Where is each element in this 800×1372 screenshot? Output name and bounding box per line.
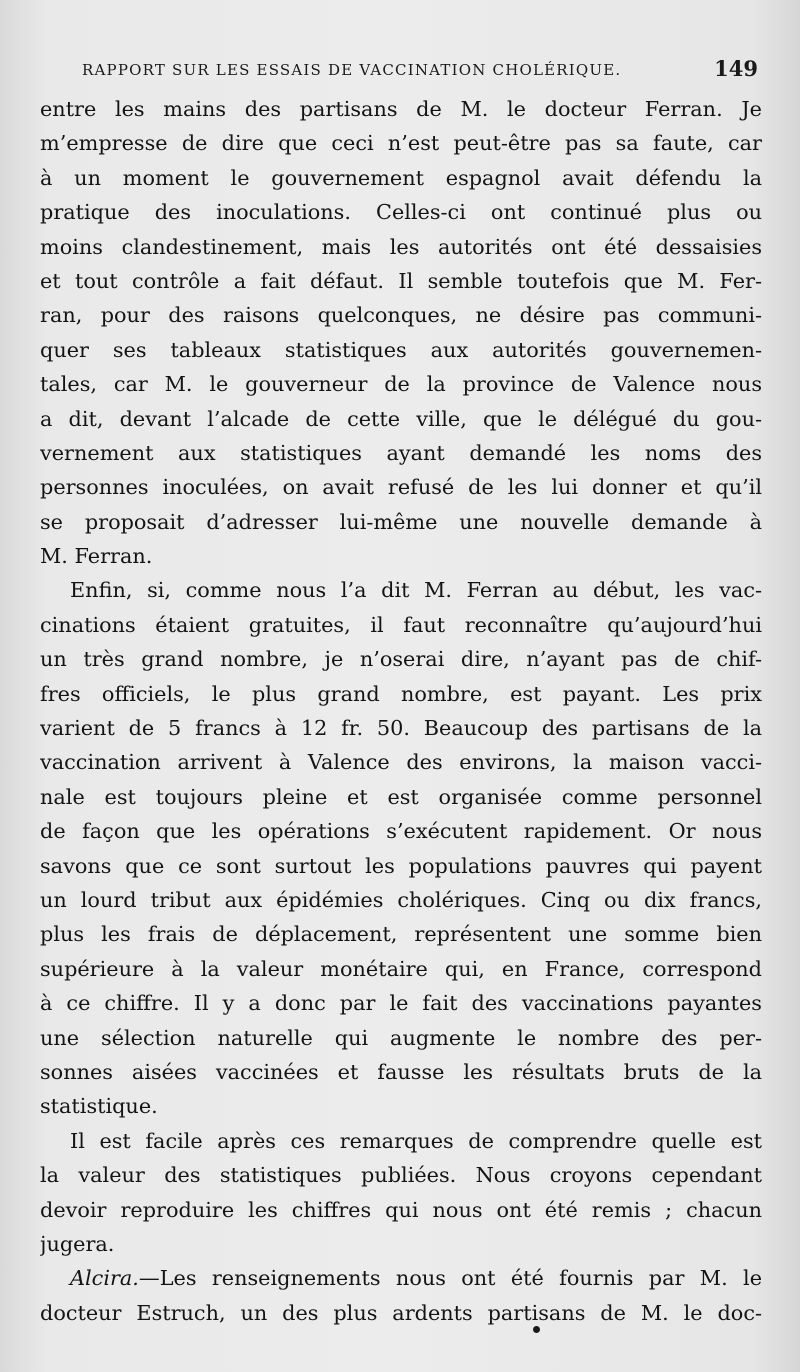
text-line: à ce chiffre. Il y a donc par le fait des vaccinations payantes [40,991,762,1016]
text-line: devoir reproduire les chiffres qui nous ont été remis ; chacun [40,1197,762,1222]
text-line: Il est facile après ces remarques de comprendre quelle est [70,1128,762,1153]
running-header [82,58,758,84]
text-line: une sélection naturelle qui augmente le nombre des per- [40,1025,762,1050]
text-line: vaccination arrivent à Valence des environs, la maison vacci- [40,750,762,775]
text-line: sonnes aisées vaccinées et fausse les résultats bruts de la [40,1059,762,1084]
signature-mark [533,1326,540,1333]
text-line: un lourd tribut aux épidémies cholériques. Cinq ou dix francs, [40,887,762,912]
text-line: jugera. [40,1231,115,1256]
body-text [40,92,762,1330]
paragraph-lead-italic: Alcira. [70,1266,139,1291]
text-line: tales, car M. le gouverneur de la province de Valence nous [40,372,762,397]
text-line [40,1261,762,1295]
text-line: quer ses tableaux statistiques aux autorités gouvernemen- [40,337,762,362]
text-line-rest: —Les renseignements nous ont été fournis par M. le [138,1266,762,1291]
text-line: se proposait d’adresser lui-même une nouvelle demande à [40,509,762,534]
text-line: varient de 5 francs à 12 fr. 50. Beaucoup des partisans de la [40,716,762,741]
page-number: 149 [714,56,758,81]
text-line: vernement aux statistiques ayant demandé les noms des [40,440,762,465]
text-line: personnes inoculées, on avait refusé de les lui donner et qu’il [40,475,762,500]
text-line: à un moment le gouvernement espagnol avait défendu la [40,165,762,190]
text-line: la valeur des statistiques publiées. Nous croyons cependant [40,1163,762,1188]
text-line: ran, pour des raisons quelconques, ne désire pas communi- [40,303,762,328]
text-line: M. Ferran. [40,544,153,569]
text-line: nale est toujours pleine et est organisée comme personnel [40,784,762,809]
text-line: a dit, devant l’alcade de cette ville, que le délégué du gou- [40,406,762,431]
text-line: m’empresse de dire que ceci n’est peut-être pas sa faute, car [40,131,762,156]
text-line: moins clandestinement, mais les autorités ont été dessaisies [40,234,762,259]
text-line: plus les frais de déplacement, représentent une somme bien [40,922,762,947]
text-line: un très grand nombre, je n’oserai dire, n’ayant pas de chif- [40,647,762,672]
text-line: Enfin, si, comme nous l’a dit M. Ferran au début, les vac- [70,578,762,603]
text-line: entre les mains des partisans de M. le docteur Ferran. Je [40,97,762,121]
text-line: de façon que les opérations s’exécutent rapidement. Or nous [40,819,762,844]
text-line: savons que ce sont surtout les populations pauvres qui payent [40,853,762,878]
text-line: supérieure à la valeur monétaire qui, en France, correspond [40,956,762,981]
text-line: docteur Estruch, un des plus ardents partisans de M. le doc- [40,1300,762,1325]
text-line: fres officiels, le plus grand nombre, est payant. Les prix [40,681,762,706]
text-line: statistique. [40,1094,158,1119]
running-title: RAPPORT SUR LES ESSAIS DE VACCINATION CHOLÉRIQUE. [82,61,622,79]
text-line: et tout contrôle a fait défaut. Il semble toutefois que M. Fer- [40,268,762,293]
text-line: pratique des inoculations. Celles-ci ont continué plus ou [40,200,762,225]
text-line: cinations étaient gratuites, il faut reconnaître qu’aujourd’hui [40,612,762,637]
